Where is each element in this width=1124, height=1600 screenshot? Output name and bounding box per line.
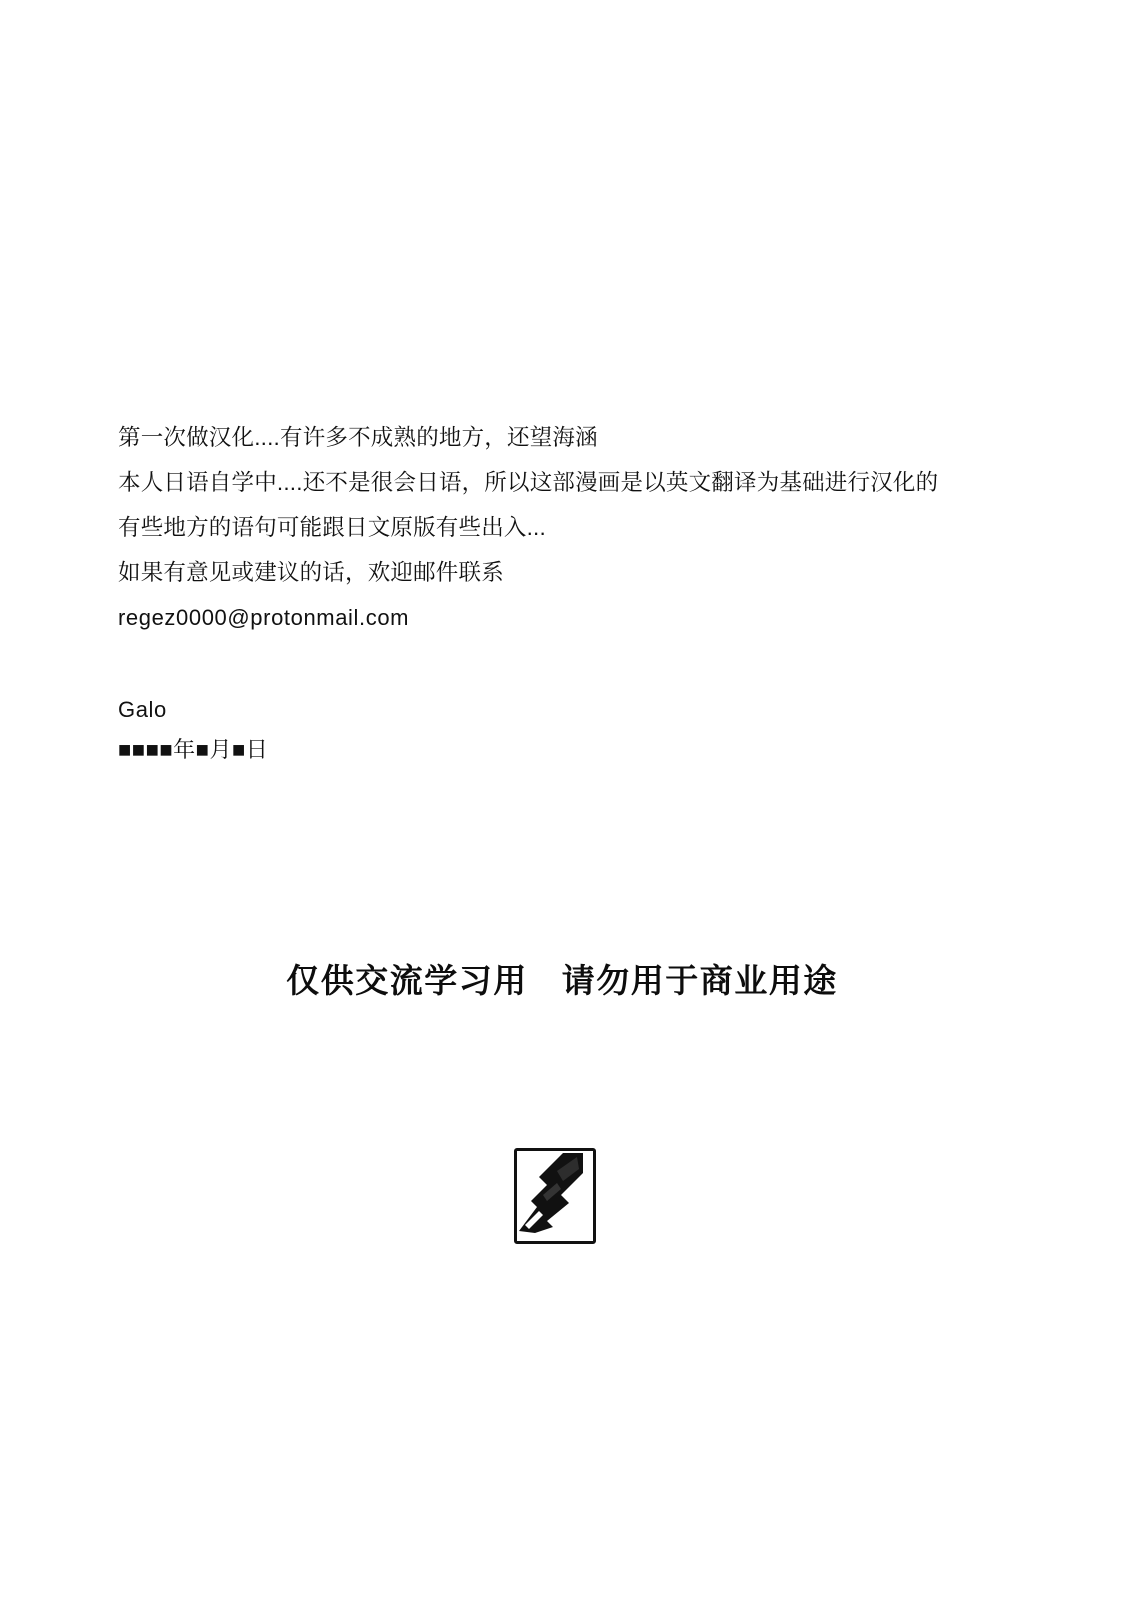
brush-stroke-logo-icon <box>517 1151 587 1235</box>
afterword-line-4: 如果有意见或建议的话，欢迎邮件联系 <box>118 560 504 585</box>
signature-date: ■■■■年■月■日 <box>118 737 269 762</box>
logo-frame <box>514 1148 596 1244</box>
contact-email: regez0000@protonmail.com <box>118 605 410 630</box>
signature-name: Galo <box>118 697 167 722</box>
afterword-line-1: 第一次做汉化....有许多不成熟的地方，还望海涵 <box>118 425 598 450</box>
usage-notice-left: 仅供交流学习用 <box>286 962 528 999</box>
logo-mark <box>514 1148 592 1240</box>
afterword-line-2: 本人日语自学中....还不是很会日语，所以这部漫画是以英文翻译为基础进行汉化的 <box>118 470 939 495</box>
afterword-note <box>118 415 1018 640</box>
usage-notice-right: 请勿用于商业用途 <box>561 962 838 999</box>
signature-block <box>118 690 268 770</box>
usage-notice <box>0 955 1124 1002</box>
afterword-line-3: 有些地方的语句可能跟日文原版有些出入... <box>118 515 546 540</box>
